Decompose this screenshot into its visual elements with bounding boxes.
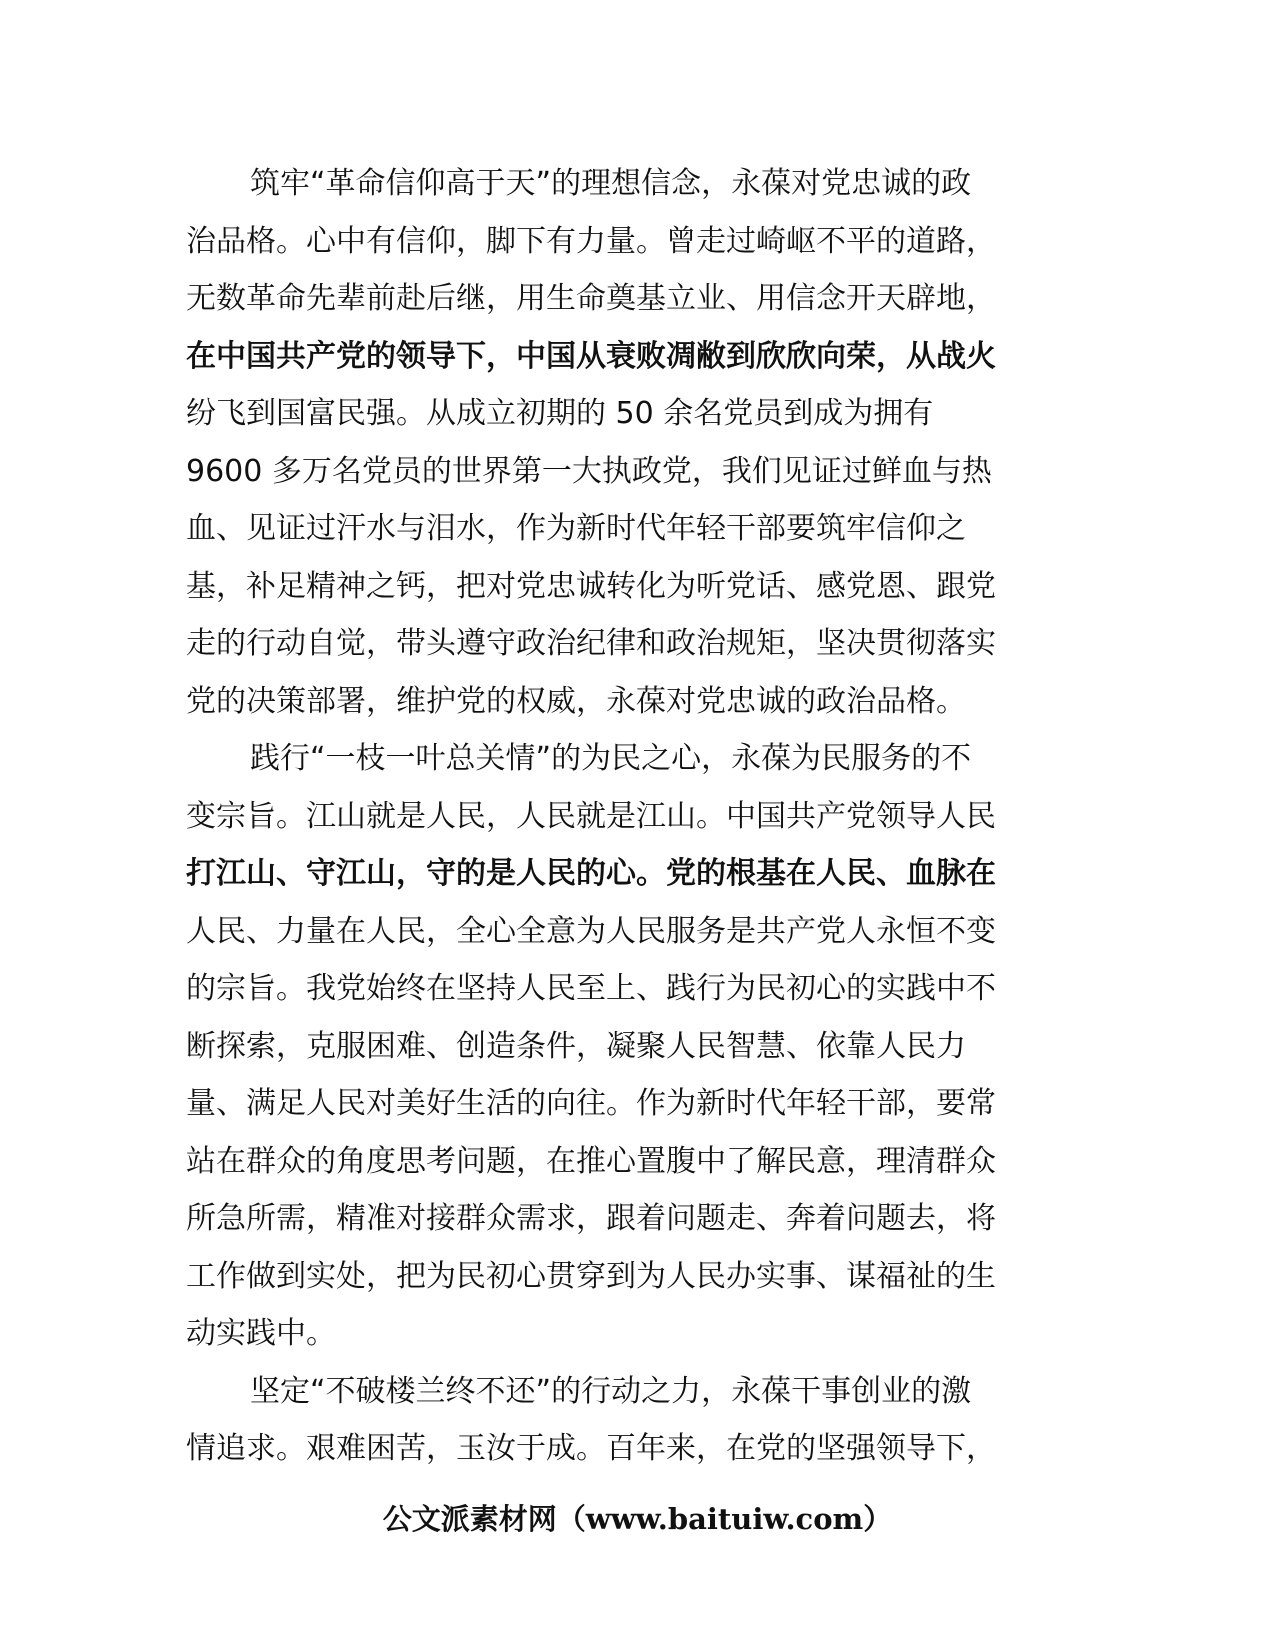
paragraph-3-line-2: 情追求。艰难困苦，玉汝于成。百年来，在党的坚强领导下， — [186, 1431, 996, 1466]
paragraph-1-line-10: 党的决策部署，维护党的权威，永葆对党忠诚的政治品格。 — [186, 683, 966, 719]
paragraph-1-line-4: 在中国共产党的领导下，中国从衰败凋敝到欣欣向荣，从战火 — [186, 338, 996, 374]
paragraph-1-line-1: 筑牢“革命信仰高于天”的理想信念，永葆对党忠诚的政 — [250, 166, 972, 201]
paragraph-3-line-1: 坚定“不破楼兰终不还”的行动之力，永葆干事创业的激 — [250, 1373, 972, 1409]
paragraph-2-line-3: 打江山、守江山，守的是人民的心。党的根基在人民、血脉在 — [186, 856, 996, 891]
document-body — [186, 155, 1086, 1478]
paragraph-2-line-11: 动实践中。 — [186, 1316, 336, 1351]
paragraph-1-line-9: 走的行动自觉，带头遵守政治纪律和政治规矩，坚决贯彻落实 — [186, 626, 996, 661]
footer-watermark: 公文派素材网（www.baituiw.com） — [382, 1502, 893, 1536]
paragraph-1-line-3: 无数革命先辈前赴后继，用生命奠基立业、用信念开天辟地， — [186, 281, 996, 316]
paragraph-2-line-7: 量、满足人民对美好生活的向往。作为新时代年轻干部，要常 — [186, 1086, 996, 1121]
paragraph-2-line-2: 变宗旨。江山就是人民，人民就是江山。中国共产党领导人民 — [186, 798, 996, 834]
paragraph-1-line-5: 纷飞到国富民强。从成立初期的 50 余名党员到成为拥有 — [186, 396, 934, 431]
paragraph-2-line-6: 断探索，克服困难、创造条件，凝聚人民智慧、依靠人民力 — [186, 1028, 966, 1064]
paragraph-1-line-2: 治品格。心中有信仰，脚下有力量。曾走过崎岖不平的道路， — [186, 223, 996, 259]
paragraph-2-line-8: 站在群众的角度思考问题，在推心置腹中了解民意，理清群众 — [186, 1143, 996, 1179]
paragraph-2-line-4: 人民、力量在人民，全心全意为人民服务是共产党人永恒不变 — [186, 913, 996, 949]
paragraph-2-line-10: 工作做到实处，把为民初心贯穿到为人民办实事、谋福祉的生 — [186, 1258, 996, 1294]
paragraph-2-line-1: 践行“一枝一叶总关情”的为民之心，永葆为民服务的不 — [250, 741, 972, 776]
paragraph-1-line-7: 血、见证过汗水与泪水，作为新时代年轻干部要筑牢信仰之 — [186, 511, 966, 546]
paragraph-1-line-6: 9600 多万名党员的世界第一大执政党，我们见证过鲜血与热 — [186, 453, 992, 489]
paragraph-1-line-8: 基，补足精神之钙，把对党忠诚转化为听党话、感党恩、跟党 — [186, 568, 996, 604]
paragraph-2-line-9: 所急所需，精准对接群众需求，跟着问题走、奔着问题去，将 — [186, 1201, 996, 1236]
paragraph-2-line-5: 的宗旨。我党始终在坚持人民至上、践行为民初心的实践中不 — [186, 971, 996, 1006]
